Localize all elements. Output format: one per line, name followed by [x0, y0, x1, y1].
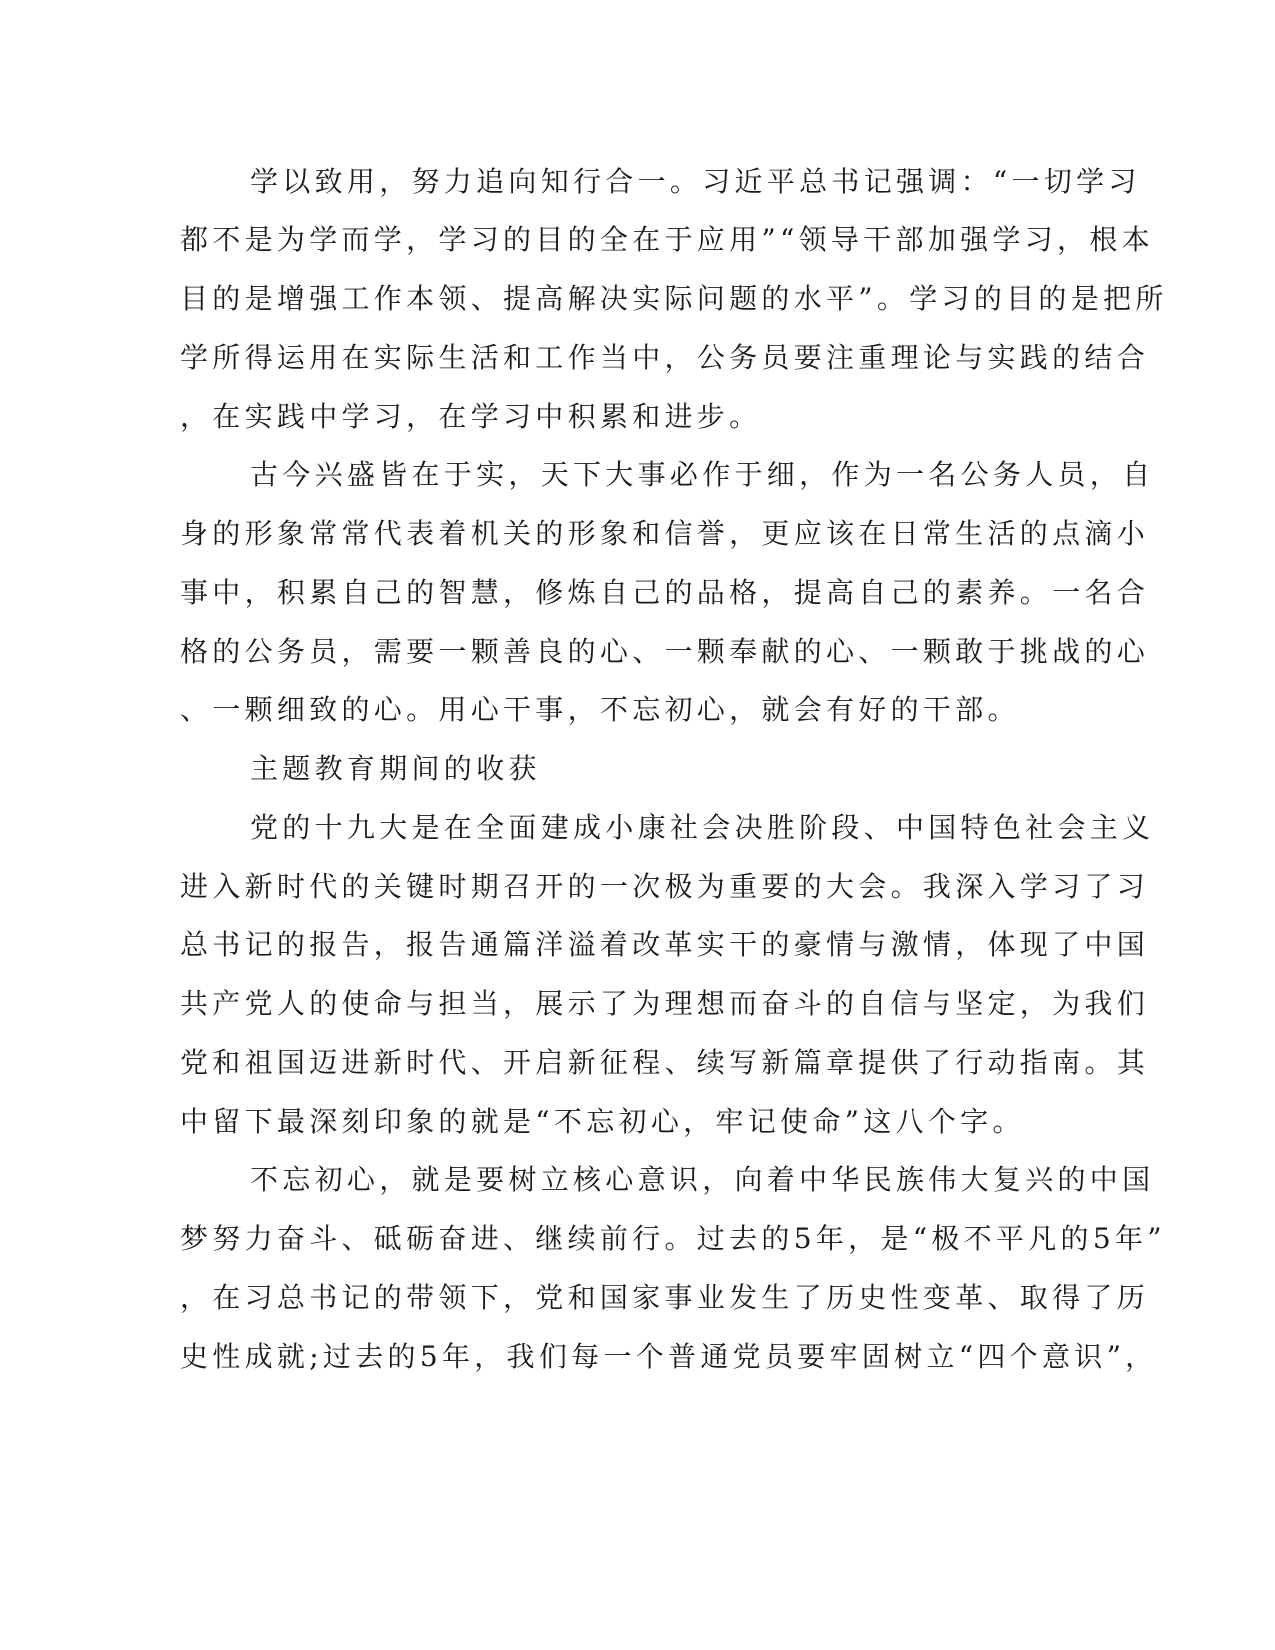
text-line: 目的是增强工作本领、提高解决实际问题的水平”。学习的目的是把所 [180, 282, 1168, 315]
text-line: 进入新时代的关键时期召开的一次极为重要的大会。我深入学习了习 [180, 870, 1150, 903]
text-line: 不忘初心，就是要树立核心意识，向着中华民族伟大复兴的中国 [250, 1163, 1155, 1196]
text-line: 中留下最深刻印象的就是“不忘初心，牢记使命”这八个字。 [180, 1105, 1025, 1138]
text-line: ，在习总书记的带领下，党和国家事业发生了历史性变革、取得了历 [180, 1281, 1150, 1314]
text-line: 身的形象常常代表着机关的形象和信誉，更应该在日常生活的点滴小 [180, 517, 1150, 550]
text-line: 党的十九大是在全面建成小康社会决胜阶段、中国特色社会主义 [250, 811, 1155, 844]
text-line: 古今兴盛皆在于实，天下大事必作于细，作为一名公务人员，自 [250, 458, 1155, 491]
text-line: 事中，积累自己的智慧，修炼自己的品格，提高自己的素养。一名合 [180, 576, 1150, 609]
text-line: 党和祖国迈进新时代、开启新征程、续写新篇章提供了行动指南。其 [180, 1046, 1150, 1079]
text-line: 格的公务员，需要一颗善良的心、一颗奉献的心、一颗敢于挑战的心 [180, 635, 1150, 668]
text-line: 、一颗细致的心。用心干事，不忘初心，就会有好的干部。 [180, 693, 1020, 726]
text-line: ，在实践中学习，在学习中积累和进步。 [180, 400, 762, 433]
text-line: 总书记的报告，报告通篇洋溢着改革实干的豪情与激情，体现了中国 [180, 928, 1150, 961]
section-heading: 主题教育期间的收获 [250, 752, 541, 785]
text-line: 学以致用，努力追向知行合一。习近平总书记强调：“一切学习 [250, 165, 1141, 198]
text-line: 学所得运用在实际生活和工作当中，公务员要注重理论与实践的结合 [180, 341, 1150, 374]
text-line: 共产党人的使命与担当，展示了为理想而奋斗的自信与坚定，为我们 [180, 987, 1150, 1020]
text-line: 都不是为学而学，学习的目的全在于应用”“领导干部加强学习，根本 [180, 223, 1154, 256]
text-line: 史性成就;过去的5年，我们每一个普通党员要牢固树立“四个意识”， [180, 1340, 1158, 1373]
text-line: 梦努力奋斗、砥砺奋进、继续前行。过去的5年，是“极不平凡的5年” [180, 1222, 1166, 1255]
